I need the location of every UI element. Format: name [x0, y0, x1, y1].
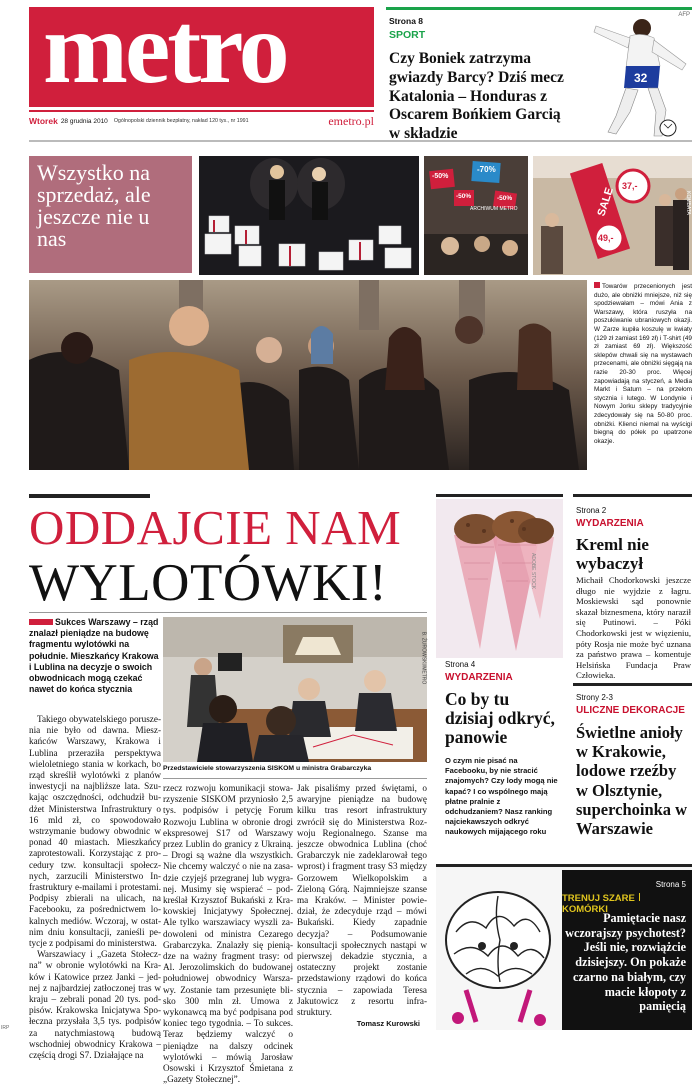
- main-story-headline-1[interactable]: ODDAJCIE NAM: [29, 500, 402, 555]
- main-story-col3-text: Jak pisaliśmy przed świętami, o awaryjne pieniądze na budowę kilku tras resort infrastruktury zwrócił się do Ministerstwa Rozwoju Regionalnego. Szanse ma jeszcze obwodnica Lublina (choć Grabarczyk nie zadeklarował tego wprost) i fragment trasy S3 między Gorzowem Wielkopolskim a Zieloną Górą. Najmniejsze szanse ma Kraków. – Minister powiedział, że zdecyduje rząd – mówi Bukański. Kiedy zapadnie decyzja? – Podsumowanie konsultacji społecznych nastąpi w pierwszej dekadzie stycznia, a ostateczny projekt zostanie przedstawiony rządowi do końca stycznia – zapowiada Teresa Jakutowicz z resortu infrastruktury.: [297, 783, 427, 1018]
- sales-body: [594, 282, 692, 446]
- sport-section: SPORT: [389, 29, 426, 41]
- discount-sign-3: -50%: [456, 193, 472, 200]
- main-story-lead-text: Sukces Warszawy – rząd znalazł pieniądze na budowę fragmentu wylotówki na południe. Mieszkańcy Krakowa i Lublina na decyzje o swoich obwodnicach mogą czekać nawet do końca stycznia: [29, 617, 159, 695]
- price-tag-37: 37,-: [622, 181, 638, 191]
- main-story-col2-text: rzecz rozwoju komunikacji stowarzyszenie SISKOM przyniosło 2,5 tys. podpisów i petycję Forum Rozwoju Lublina w obronie drogi ekspresowej S17 od Warszawy przez Lublin do granicy z Ukrainą. – Drogi są ważne dla wszystkich. Nie chcemy walczyć o nie na zasadzie czyjejś przegranej lub wygranej. Musimy się wspierać – podkreślał Krzysztof Bukański z Krakowskiej Inicjatywy Społecznej. Ale tylko warszawiacy wyszli zadowoleni od ministra Cezarego Grabarczyka. Znalazły się pieniądze na ważny fragment trasy: od Al. Jerozolimskich do budowanej południowej obwodnicy Warszawy. Zostanie tam przesunięte blisko 300 mln zł. Umowa z wykonawcą ma być podpisana pod koniec tego tygodnia. – To sukces. Teraz będziemy walczyć o pieniądze na dalszy odcinek wylotówki – mówią Jarosław Osowski i Krzysztof Śmietana z „Gazety Stołecznej”.: [163, 783, 293, 1085]
- sport-teaser[interactable]: [386, 7, 692, 143]
- main-story-headline-2[interactable]: WYLOTÓWKI!: [29, 554, 388, 612]
- sales-photo-mannequins: [199, 156, 419, 275]
- price-tag-49: 49,-: [598, 233, 614, 243]
- main-story-col1-p1: Takiego obywatelskiego poruszenia nie było od dawna. Mieszkańców Warszawy, Krakowa i Lublina przeraziła perspektywa wieloletniego stania w korkach, bo rząd skreślił wylotówki z planów inwestycji na najbliższe lata. Szukając oszczędności, odchudził budżet Ministerstwa Infrastruktury o 16 mld zł, co spowodowało wstrzymanie budowy obwodnic w ponad 40 miastach. Mieszkańcy zaprotestowali. Korzystając z procedury tzw. konsultacji społecznych, zarzucili Ministerstwo Infrastruktury e-mailami i protestami. Podpisy zbierali na ulicach, na Facebooku, za pośrednictwem lokalnych mediów. Wczoraj, w ostatnim dniu konsultacji, zanieśli petycje z podpisami do ministerstwa.: [29, 714, 161, 949]
- masthead-tagline: Ogólnopolski dziennik bezpłatny, nakład 120 tys., nr 1991: [113, 118, 249, 124]
- sales-bullet: [594, 282, 600, 288]
- psychotest-section-b: KOMÓRKI: [562, 904, 608, 915]
- football-player-photo: [556, 12, 692, 140]
- psychotest-panel: [562, 870, 692, 1030]
- masthead-website[interactable]: emetro.pl: [328, 113, 374, 128]
- ice-cream-section: WYDARZENIA: [445, 672, 513, 683]
- sales-photo-discounts: [424, 156, 528, 275]
- psychotest-section-divider: [639, 893, 640, 901]
- caption-rule: [163, 778, 427, 779]
- kreml-page: Strona 2: [576, 506, 607, 515]
- player-number: 32: [634, 71, 648, 85]
- psychotest-page: Strona 5: [655, 880, 686, 889]
- discount-sign-2: -70%: [477, 165, 496, 174]
- masthead-logo: metro: [43, 0, 287, 105]
- ice-cream-block[interactable]: [436, 494, 563, 860]
- lead-bullet: [29, 619, 53, 625]
- psychotest-promo[interactable]: [436, 864, 692, 1030]
- sales-headline: Wszystko na sprzedaż, ale jeszcze nie u nas: [37, 160, 151, 251]
- sales-credit-2: ARCHIWUM METRO: [470, 206, 518, 212]
- main-story-col1-p2: Warszawiacy i „Gazeta Stołeczna” w obronie wylotówki na Kraków i Katowice przez Janki – jednej z najbardziej zatłoczonej tras w kraju – zebrali ponad 20 tys. podpisów. Krakowska Inicjatywa Społeczna przysłała 3,5 tys. podpisów za natychmiastową budową wschodniej obwodnicy Krakowa – częścią drogi S7. Działające na: [29, 949, 161, 1061]
- main-story-col3: [297, 783, 427, 1018]
- kreml-body: Michaił Chodorkowski jeszcze długo nie wyjdzie z łagru. Moskiewski sąd ponownie skazał biznesmena, który naraził się Putinowi. – Póki Chodorkowski jest w więzieniu, póty Rosja nie może być uznana za państwo prawa – komentuje Helsińska Fundacja Praw Człowieka.: [576, 575, 691, 681]
- main-story-col1: [29, 714, 161, 1061]
- sale-banner: SALE: [595, 186, 616, 218]
- psychotest-section-a: TRENUJ SZARE: [562, 893, 635, 904]
- main-story-divider: [29, 612, 427, 613]
- masthead-infobar: [29, 110, 374, 130]
- ice-cream-questions: O czym nie pisać na Facebooku, by nie stracić znajomych? Czy lody mogą nie kapać? I co wspólnego mają płatne pralnie z odchudzaniem? Nasz ranking najciekawszych odkryć naukowych mijającego roku: [445, 756, 558, 837]
- main-photo-credit: B. ŻUROWSKI/METRO: [419, 631, 426, 685]
- kreml-headline: Kreml nie wybaczył: [576, 535, 649, 573]
- main-story-rule: [29, 494, 150, 498]
- sales-body-text: Towarów przecenionych jest dużo, ale obniżki mniejsze, niż się spodziewałam – mówi Ania z Warszawy, która ruszyła na poszukiwanie ubraniowych okazji. W Zarze kupiła koszulę w kwiaty (129 zł zamiast 169 zł) i T-shirt (49 zł zamiast 69 zł). Większość sklepów chwali się na wystawach przecenami, ale obniżki sięgają na razie 20-30 proc. Więcej zapowiadają na styczeń, a Media Markt i Saturn – na przełom stycznia i lutego. W Londynie i Nowym Jorku sklepy tradycyjnie zdecydowały się na 50-80 proc. obniżki. Klienci niemal na wyścigi biegną do półek po upatrzone okazje.: [594, 283, 692, 445]
- sales-photo-crowd: [29, 280, 587, 470]
- decor-headline: Świetlne anioły w Krakowie, lodowe rzeźby w Olsztynie, superchoinka w Warszawie: [576, 723, 688, 839]
- masthead-day: Wtorek: [29, 116, 58, 126]
- ice-cream-photo: [436, 499, 563, 658]
- sales-photo-credit: KOMBATA: [685, 191, 692, 215]
- decor-block[interactable]: [573, 683, 692, 849]
- main-story-lead: [29, 617, 161, 695]
- footer-code: IRP: [1, 1025, 10, 1031]
- main-story-photo: [163, 617, 427, 762]
- sport-page: Strona 8: [389, 16, 424, 26]
- ice-cream-page: Strona 4: [445, 660, 476, 669]
- kreml-section: WYDARZENIA: [576, 518, 644, 529]
- kreml-block[interactable]: [573, 494, 692, 681]
- main-story-author: Tomasz Kurowski: [356, 1019, 420, 1028]
- discount-sign-1: -50%: [432, 173, 449, 180]
- brain-illustration: [436, 870, 564, 1030]
- psychotest-body: Pamiętacie nasz wczorajszy psychotest? Jeśli nie, rozwiążcie dzisiejszy. On pokaże czarno na białym, czy macie kłopoty z pamięcią: [565, 911, 686, 1014]
- decor-section: ULICZNE DEKORACJE: [576, 705, 685, 716]
- discount-sign-4: -50%: [497, 195, 513, 202]
- sales-photo-shop: [533, 156, 692, 275]
- sales-headline-box[interactable]: [29, 156, 192, 273]
- main-photo-caption: Przedstawiciele stowarzyszenia SISKOM u ministra Grabarczyka: [163, 765, 372, 772]
- ice-cream-credit: ADOBE STOCK: [530, 553, 536, 590]
- main-story-col2: [163, 783, 293, 1085]
- ice-cream-headline: Co by tu dzisiaj odkryć, panowie: [445, 689, 555, 747]
- masthead-date: 28 grudnia 2010: [60, 117, 108, 125]
- sport-headline: Czy Boniek zatrzyma gwiazdy Barcy? Dziś mecz Katalonia – Honduras z Oscarem Bońkiem Garcią w składzie: [389, 50, 564, 143]
- decor-page: Strony 2-3: [576, 693, 613, 702]
- masthead-logo-box: [29, 0, 374, 107]
- sport-photo-credit: AFP: [678, 12, 690, 18]
